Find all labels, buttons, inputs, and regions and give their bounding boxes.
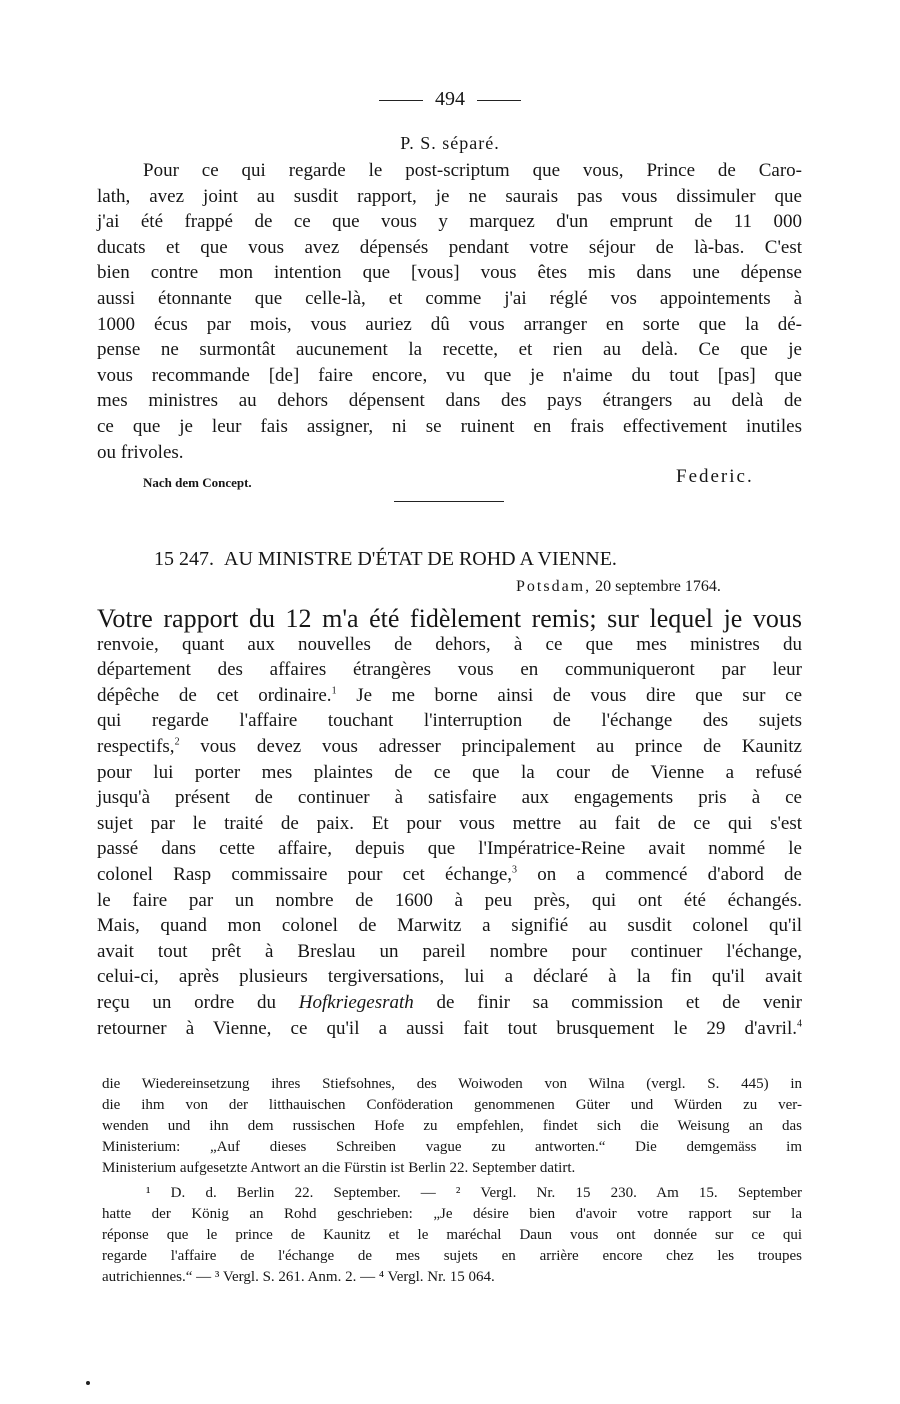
letter-line-text: le faire par un nombre de 1600 à peu près, qui ont été échangés. <box>97 889 802 911</box>
ps-line: aussi étonnante que celle-là, et comme j'ai réglé vos appointements à <box>97 288 802 309</box>
page-header <box>0 88 900 111</box>
ps-line: pense ne surmontât aucunement la recette, et rien au delà. Ce que je <box>97 339 802 361</box>
letter-line <box>97 734 802 760</box>
footnote-line: autrichiennes.“ — ³ Vergl. S. 261. Anm. 2. — ⁴ Vergl. Nr. 15 064. <box>102 1269 495 1285</box>
footnote-line: wenden und ihn dem russischen Hofe zu empfehlen, findet sich die Weisung an das <box>102 1118 802 1134</box>
footnote-line: réponse que le prince de Kaunitz et le maréchal Daun vous ont donnée sur ce qui <box>102 1227 802 1243</box>
letter-line-text: Mais, quand mon colonel de Marwitz a signifié au susdit colonel qu'il <box>97 915 802 937</box>
ps-line: bien contre mon intention que [vous] vous êtes mis dans une dépense <box>97 262 802 284</box>
ps-line: 1000 écus par mois, vous auriez dû vous arranger en sorte que la dé- <box>97 313 802 335</box>
footnote-ref: 3 <box>512 864 518 876</box>
letter-line <box>97 657 802 683</box>
ps-line: vous recommande [de] faire encore, vu que je n'aime du tout [pas] que <box>97 364 802 386</box>
letter-line <box>97 811 802 837</box>
letter-line-text: passé dans cette affaire, depuis que l'Impératrice-Reine avait nommé le <box>97 838 802 860</box>
letter-line <box>97 939 802 965</box>
letter-line-text: celui-ci, après plusieurs tergiversations, lui a déclaré à la fin qu'il avait <box>97 966 802 988</box>
letter-line <box>97 785 802 811</box>
letter-line <box>97 862 802 888</box>
letter-heading <box>154 548 617 571</box>
source-note: Nach dem Concept. <box>143 475 252 490</box>
page-number: 494 <box>435 88 465 110</box>
letter-number: 15 247. <box>154 548 214 570</box>
footnote-line: die ihm von der litthauischen Conföderation genommenen Güter und Würden zu ver- <box>102 1097 802 1113</box>
ps-line: Pour ce qui regarde le post-scriptum que vous, Prince de Caro- <box>143 160 802 181</box>
footnote-ref: 1 <box>331 685 337 697</box>
footnote-line: Ministerium: „Auf dieses Schreiben vague zu antworten.“ Die demgemäss im <box>102 1139 802 1155</box>
letter-line-text: pour lui porter mes plaintes de ce que la cour de Vienne a refusé <box>97 761 802 783</box>
letter-line <box>97 760 802 786</box>
footnote-ref: 4 <box>797 1018 802 1030</box>
letter-title: AU MINISTRE D'ÉTAT DE ROHD A VIENNE. <box>224 548 617 570</box>
ps-line: mes ministres au dehors dépensent dans des pays étrangers au delà de <box>97 390 802 412</box>
footnote-line: die Wiedereinsetzung ihres Stiefsohnes, des Woiwoden von Wilna (vergl. S. 445) in <box>102 1076 802 1092</box>
letter-line-text: retourner à Vienne, ce qu'il a aussi fait tout brusquement le 29 d'avril. <box>97 1017 797 1039</box>
letter-line-text: qui regarde l'affaire touchant l'interruption de l'échange des sujets <box>97 710 802 732</box>
letter-line-text: jusqu'à présent de continuer à satisfaire aux engagements pris à ce <box>97 787 802 809</box>
section-divider <box>394 501 504 502</box>
letter-line-text: sujet par le traité de paix. Et pour vous mettre au fait de ce qui s'est <box>97 812 802 834</box>
letter-line-text: dépêche de cet ordinaire. <box>97 684 332 706</box>
footnote-line: ¹ D. d. Berlin 22. September. — ² Vergl. Nr. 15 230. Am 15. September <box>146 1185 802 1201</box>
letter-line <box>97 990 802 1016</box>
letter-line-text: département des affaires étrangères vous en communiqueront par leur <box>97 659 802 681</box>
letter-line-rest: Je me borne ainsi de vous dire que sur ce <box>336 684 803 706</box>
letter-line-text: respectifs, <box>97 736 175 757</box>
emphasis: Hofkriegesrath <box>298 992 414 1013</box>
letter-line-rest: de finir sa commission et de venir <box>413 992 803 1013</box>
letter-line-text: avait tout prêt à Breslau un pareil nombre pour continuer l'échange, <box>97 940 802 962</box>
place: Potsdam, <box>516 578 592 595</box>
letter-line <box>97 708 802 734</box>
ps-line: ou frivoles. <box>97 441 184 463</box>
ps-line: lath, avez joint au susdit rapport, je ne saurais pas vous dissimuler que <box>97 185 802 207</box>
footnote-ref: 2 <box>174 736 180 748</box>
footnote-line: hatte der König an Rohd geschrieben: „Je désire bien d'avoir votre rapport sur la <box>102 1206 802 1222</box>
footnote-line: Ministerium aufgesetzte Antwort an die Fürstin ist Berlin 22. September datirt. <box>102 1160 576 1176</box>
signature: Federic. <box>676 466 754 487</box>
header-rule-right <box>477 100 521 101</box>
ps-line: ce que je leur fais assigner, ni se ruinent en frais effectivement inutiles <box>97 416 802 437</box>
letter-line-rest: on a commencé d'abord de <box>517 864 802 885</box>
letter-line <box>97 1016 802 1042</box>
dateline <box>516 578 721 596</box>
date: 20 septembre 1764. <box>595 578 721 595</box>
header-rule-left <box>379 100 423 101</box>
letter-line-text: colonel Rasp commissaire pour cet échange, <box>97 864 513 885</box>
letter-line <box>97 683 802 709</box>
margin-dot <box>86 1381 90 1385</box>
ps-heading: P. S. séparé. <box>400 133 500 153</box>
letter-line-text: reçu un ordre du <box>97 992 277 1013</box>
footnote-line: regarde l'affaire de l'échange de mes sujets en arrière encore chez les troupes <box>102 1248 802 1264</box>
letter-line-text: Votre rapport du 12 m'a été fidèlement remis; sur lequel je vous <box>97 604 802 633</box>
letter-line-rest: vous devez vous adresser principalement au prince de Kaunitz <box>179 736 802 757</box>
letter-line <box>97 632 802 658</box>
letter-line <box>97 964 802 990</box>
letter-line <box>97 888 802 914</box>
ps-line: j'ai été frappé de ce que vous y marquez d'un emprunt de 11 000 <box>97 211 802 233</box>
letter-line-text: renvoie, quant aux nouvelles de dehors, à ce que mes ministres du <box>97 633 802 655</box>
letter-line <box>97 913 802 939</box>
letter-line <box>97 836 802 862</box>
ps-line: ducats et que vous avez dépensés pendant votre séjour de là-bas. C'est <box>97 236 802 258</box>
